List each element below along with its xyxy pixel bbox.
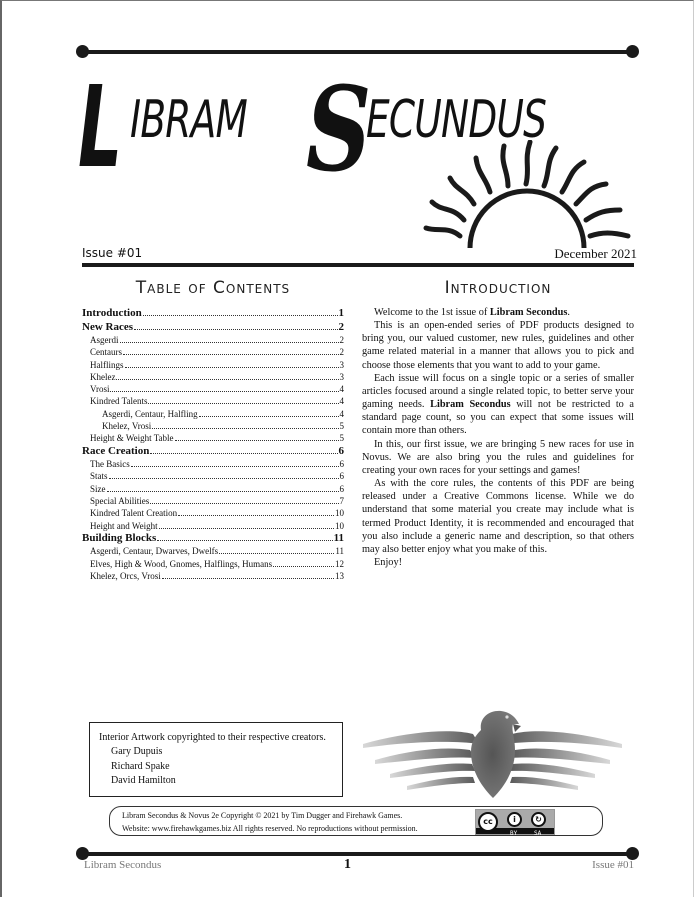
- toc-entry-asgerdi[interactable]: Asgerdi 2: [90, 335, 344, 345]
- publication-name: Libram Secondus: [430, 399, 511, 411]
- toc-entry-height-weight-table[interactable]: Height & Weight Table 5: [90, 433, 344, 444]
- artist-name: David Hamilton: [111, 774, 176, 786]
- footer-publication-name: Libram Secondus: [84, 859, 162, 871]
- toc-leader: [162, 577, 334, 579]
- toc-entry-khelez[interactable]: Khelez 3: [90, 371, 344, 382]
- toc-leader: [134, 328, 337, 330]
- artist-name: Richard Spake: [111, 760, 170, 772]
- toc-leader: [159, 527, 334, 529]
- top-rule: [82, 50, 632, 54]
- toc-leader: [273, 565, 334, 567]
- toc-leader: [219, 552, 334, 554]
- by-label: BY: [510, 830, 518, 837]
- copyright-notice: [109, 806, 603, 836]
- toc-entry-special-abilities[interactable]: Special Abilities 7: [90, 496, 344, 507]
- toc-entry-new-races[interactable]: New Races 2: [82, 320, 344, 333]
- toc-leader: [143, 314, 338, 316]
- toc-leader: [123, 353, 339, 355]
- toc-entry-introduction[interactable]: Introduction 1: [82, 307, 344, 319]
- attribution-icon: i: [507, 812, 522, 827]
- toc-leader: [110, 390, 338, 392]
- toc-leader: [107, 490, 339, 492]
- sa-label: SA: [534, 830, 542, 837]
- toc-leader: [152, 427, 338, 429]
- introduction-body: [362, 306, 634, 569]
- toc-leader: [150, 502, 338, 504]
- artist-name: Gary Dupuis: [111, 746, 163, 758]
- creative-commons-by-sa-badge[interactable]: [475, 809, 555, 835]
- toc-entry-elves-gnomes-halflings-humans[interactable]: Elves, High & Wood, Gnomes, Halflings, Humans 12: [90, 558, 344, 569]
- toc-entry-the-basics[interactable]: The Basics 6: [90, 459, 344, 470]
- toc-leader: [178, 514, 334, 516]
- publication-name: Libram Secondus: [489, 307, 568, 318]
- toc-leader: [109, 477, 339, 479]
- toc-entry-race-creation[interactable]: Race Creation 6: [82, 444, 344, 457]
- toc-entry-halflings[interactable]: Halflings 3: [90, 359, 344, 370]
- page-number: 1: [344, 857, 351, 872]
- intro-paragraph-2: This is an open-ended series of PDF products designed to bring you, our valued customer, new rules, guidelines and other game related material in a manner that allows you to pick and choose those elements that you want to add to your game.: [362, 320, 634, 371]
- bottom-rule: [82, 852, 632, 856]
- intro-paragraph-3: Each issue will focus on a single topic or a series of smaller articles focused around a single related topic, to better serve your gaming needs. Libram Secondus will not be restricted to a standard page count, so you can expect that some issues will contain more than others.: [362, 372, 634, 437]
- toc-leader: [125, 366, 339, 368]
- toc-entry-khelez-orcs-vrosi[interactable]: Khelez, Orcs, Vrosi 13: [90, 571, 344, 582]
- toc-entry-asgerdi-centaur-halfling[interactable]: Asgerdi, Centaur, Halfling 4: [102, 408, 344, 419]
- toc-entry-building-blocks[interactable]: Building Blocks 11: [82, 531, 344, 544]
- artwork-credits-heading: Interior Artwork copyrighted to their respective creators.: [99, 732, 326, 743]
- toc-entry-stats[interactable]: Stats 6: [90, 471, 344, 482]
- copyright-line-2: Website: www.firehawkgames.biz All rights reserved. No reproductions without permission.: [122, 824, 418, 833]
- masthead-bottom-rule: [82, 263, 634, 267]
- toc-entry-asgerdi-centaur-dwarves-dwelfs[interactable]: Asgerdi, Centaur, Dwarves, Dwelfs 11: [90, 546, 344, 557]
- toc-entry-size[interactable]: Size 6: [90, 483, 344, 494]
- copyright-line-1: Libram Secondus & Novus 2e Copyright © 2021 by Tim Dugger and Firehawk Games.: [122, 811, 403, 820]
- artwork-credits-box: [89, 722, 343, 797]
- toc-entry-vrosi[interactable]: Vrosi 4: [90, 384, 344, 395]
- share-alike-icon: ↻: [531, 812, 546, 827]
- issue-date: December 2021: [554, 246, 637, 261]
- sunburst-icon: [420, 140, 635, 250]
- firehawk-eagle-logo: [355, 700, 630, 800]
- toc-entry-kindred-talents[interactable]: Kindred Talents 4: [90, 396, 344, 407]
- title-word-libram: IBRAM: [130, 90, 248, 150]
- cc-icon: cc: [478, 812, 498, 832]
- toc-leader: [148, 402, 338, 404]
- toc-leader: [120, 341, 339, 343]
- top-rule-left-dot: [76, 45, 89, 58]
- toc-leader: [199, 415, 339, 417]
- title-initial-s: S: [306, 62, 372, 198]
- toc-leader: [157, 539, 332, 541]
- intro-heading: Introduction: [444, 278, 552, 298]
- table-of-contents: [82, 307, 344, 582]
- toc-leader: [131, 465, 339, 467]
- toc-entry-khelez-vrosi[interactable]: Khelez, Vrosi 5: [102, 421, 344, 432]
- toc-leader: [175, 439, 339, 441]
- toc-leader: [116, 378, 338, 380]
- toc-entry-kindred-talent-creation[interactable]: Kindred Talent Creation 10: [90, 508, 344, 519]
- footer-issue: Issue #01: [592, 859, 634, 871]
- toc-entry-centaurs[interactable]: Centaurs 2: [90, 347, 344, 358]
- toc-leader: [150, 452, 337, 454]
- toc-heading: Table of Contents: [135, 278, 291, 298]
- toc-entry-height-and-weight[interactable]: Height and Weight 10: [90, 520, 344, 531]
- issue-number: Issue #01: [82, 246, 143, 260]
- intro-paragraph-5: As with the core rules, the contents of this PDF are being released under a Creative Commons license. While we do understand that some material you create may include what is termed Product Identity, it is recommended and encouraged that you also include a generic name and description, so that others may also better enjoy what you make of this.: [362, 478, 634, 555]
- intro-paragraph-1: Welcome to the 1st issue of Libram Secondus.: [374, 307, 570, 318]
- intro-paragraph-4: In this, our first issue, we are bringing 5 new races for use in Novus. We are also bring you the rules and guidelines for creating your own races for your settings and games!: [362, 438, 634, 476]
- title-initial-l: L: [78, 63, 122, 193]
- title-word-secundus: ECUNDUS: [366, 90, 547, 150]
- intro-paragraph-6: Enjoy!: [374, 556, 403, 568]
- top-rule-right-dot: [626, 45, 639, 58]
